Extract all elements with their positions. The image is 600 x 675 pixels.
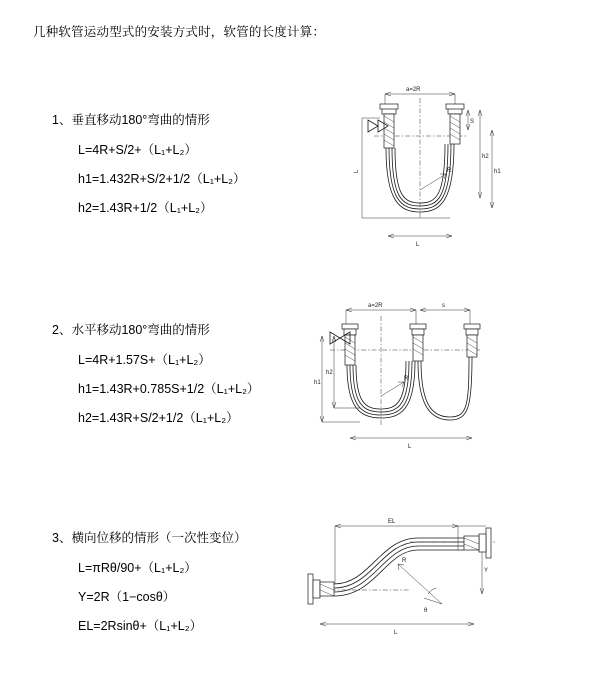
- formula-line: L=4R+1.57S+（L₁+L₂）: [78, 353, 211, 367]
- section-heading: 1、垂直移动180°弯曲的情形: [52, 113, 210, 127]
- horizontal-180-bend-diagram: [300, 296, 530, 476]
- lateral-offset-diagram: [290, 508, 540, 658]
- section-vertical-180: [0, 78, 600, 268]
- formula-line: h1=1.432R+S/2+1/2（L₁+L₂）: [78, 172, 246, 186]
- svg-text:a=2R: a=2R: [406, 87, 421, 93]
- svg-text:EL: EL: [388, 519, 396, 525]
- section-heading: 2、水平移动180°弯曲的情形: [52, 323, 210, 337]
- formula-line: h2=1.43R+S/2+1/2（L₁+L₂）: [78, 411, 239, 425]
- formula-line: L=πRθ/90+（L₁+L₂）: [78, 561, 197, 575]
- formula-line: L=4R+S/2+（L₁+L₂）: [78, 143, 197, 157]
- formula-line: EL=2Rsinθ+（L₁+L₂）: [78, 619, 203, 633]
- svg-text:R: R: [447, 168, 452, 174]
- vertical-180-bend-diagram: [300, 78, 530, 268]
- svg-text:R: R: [402, 558, 407, 564]
- formula-block: [52, 320, 302, 437]
- svg-text:S: S: [470, 119, 475, 125]
- svg-text:θ: θ: [424, 608, 428, 614]
- svg-text:h1: h1: [494, 169, 501, 175]
- svg-text:h2: h2: [482, 154, 489, 160]
- formula-line: Y=2R（1−cosθ）: [78, 590, 176, 604]
- section-lateral-offset: [0, 498, 600, 658]
- svg-text:L: L: [416, 242, 420, 248]
- svg-text:Y: Y: [484, 568, 489, 574]
- page-title: 几种软管运动型式的安装方式时，软管的长度计算：: [33, 25, 326, 39]
- svg-text:L: L: [394, 630, 398, 636]
- formula-line: h1=1.43R+0.785S+1/2（L₁+L₂）: [78, 382, 260, 396]
- svg-text:h2: h2: [326, 370, 333, 376]
- formula-line: h2=1.43R+1/2（L₁+L₂）: [78, 201, 213, 215]
- formula-block: [52, 528, 302, 645]
- svg-text:a=2R: a=2R: [368, 303, 383, 309]
- svg-text:L: L: [354, 169, 360, 173]
- svg-text:R: R: [404, 376, 409, 382]
- svg-text:s: s: [442, 303, 445, 309]
- svg-text:L: L: [408, 444, 412, 450]
- formula-block: [52, 110, 302, 227]
- section-horizontal-180: [0, 288, 600, 478]
- svg-text:h1: h1: [314, 380, 321, 386]
- section-heading: 3、横向位移的情形（一次性变位）: [52, 531, 247, 545]
